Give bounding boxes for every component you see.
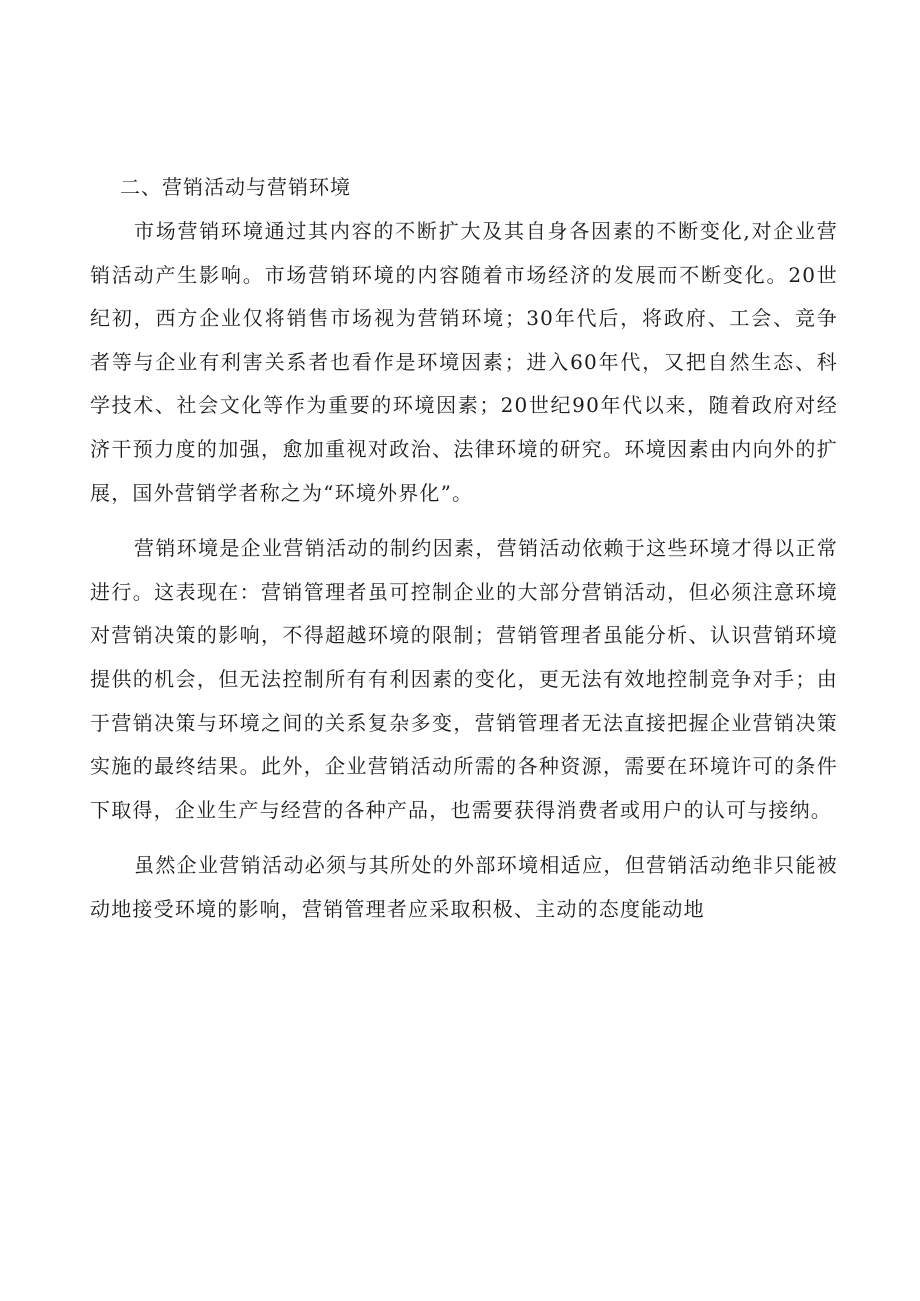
document-body	[90, 168, 838, 932]
section-heading: 二、营销活动与营销环境	[120, 175, 351, 199]
paragraph-2: 营销环境是企业营销活动的制约因素，营销活动依赖于这些环境才得以正常进行。这表现在：营销管理者虽可控制企业的大部分营销活动，但必须注意环境对营销决策的影响，不得超越环境的限制；营销管理者虽能分析、认识营销环境提供的机会，但无法控制所有有利因素的变化，更无法有效地控制竞争对手；由于营销决策与环境之间的关系复杂多变，营销管理者无法直接把握企业营销决策实施的最终结果。此外，企业营销活动所需的各种资源，需要在环境许可的条件下取得，企业生产与经营的各种产品，也需要获得消费者或用户的认可与接纳。	[90, 536, 838, 822]
paragraph-1: 市场营销环境通过其内容的不断扩大及其自身各因素的不断变化,对企业营销活动产生影响。市场营销环境的内容随着市场经济的发展而不断变化。20世纪初，西方企业仅将销售市场视为营销环境；30年代后，将政府、工会、竞争者等与企业有利害关系者也看作是环境因素；进入60年代，又把自然生态、科学技术、社会文化等作为重要的环境因素；20世纪90年代以来，随着政府对经济干预力度的加强，愈加重视对政治、法律环境的研究。环境因素由内向外的扩展，国外营销学者称之为“环境外界化”。	[90, 219, 838, 505]
paragraph-3: 虽然企业营销活动必须与其所处的外部环境相适应，但营销活动绝非只能被动地接受环境的影响，营销管理者应采取积极、主动的态度能动地	[90, 853, 838, 921]
